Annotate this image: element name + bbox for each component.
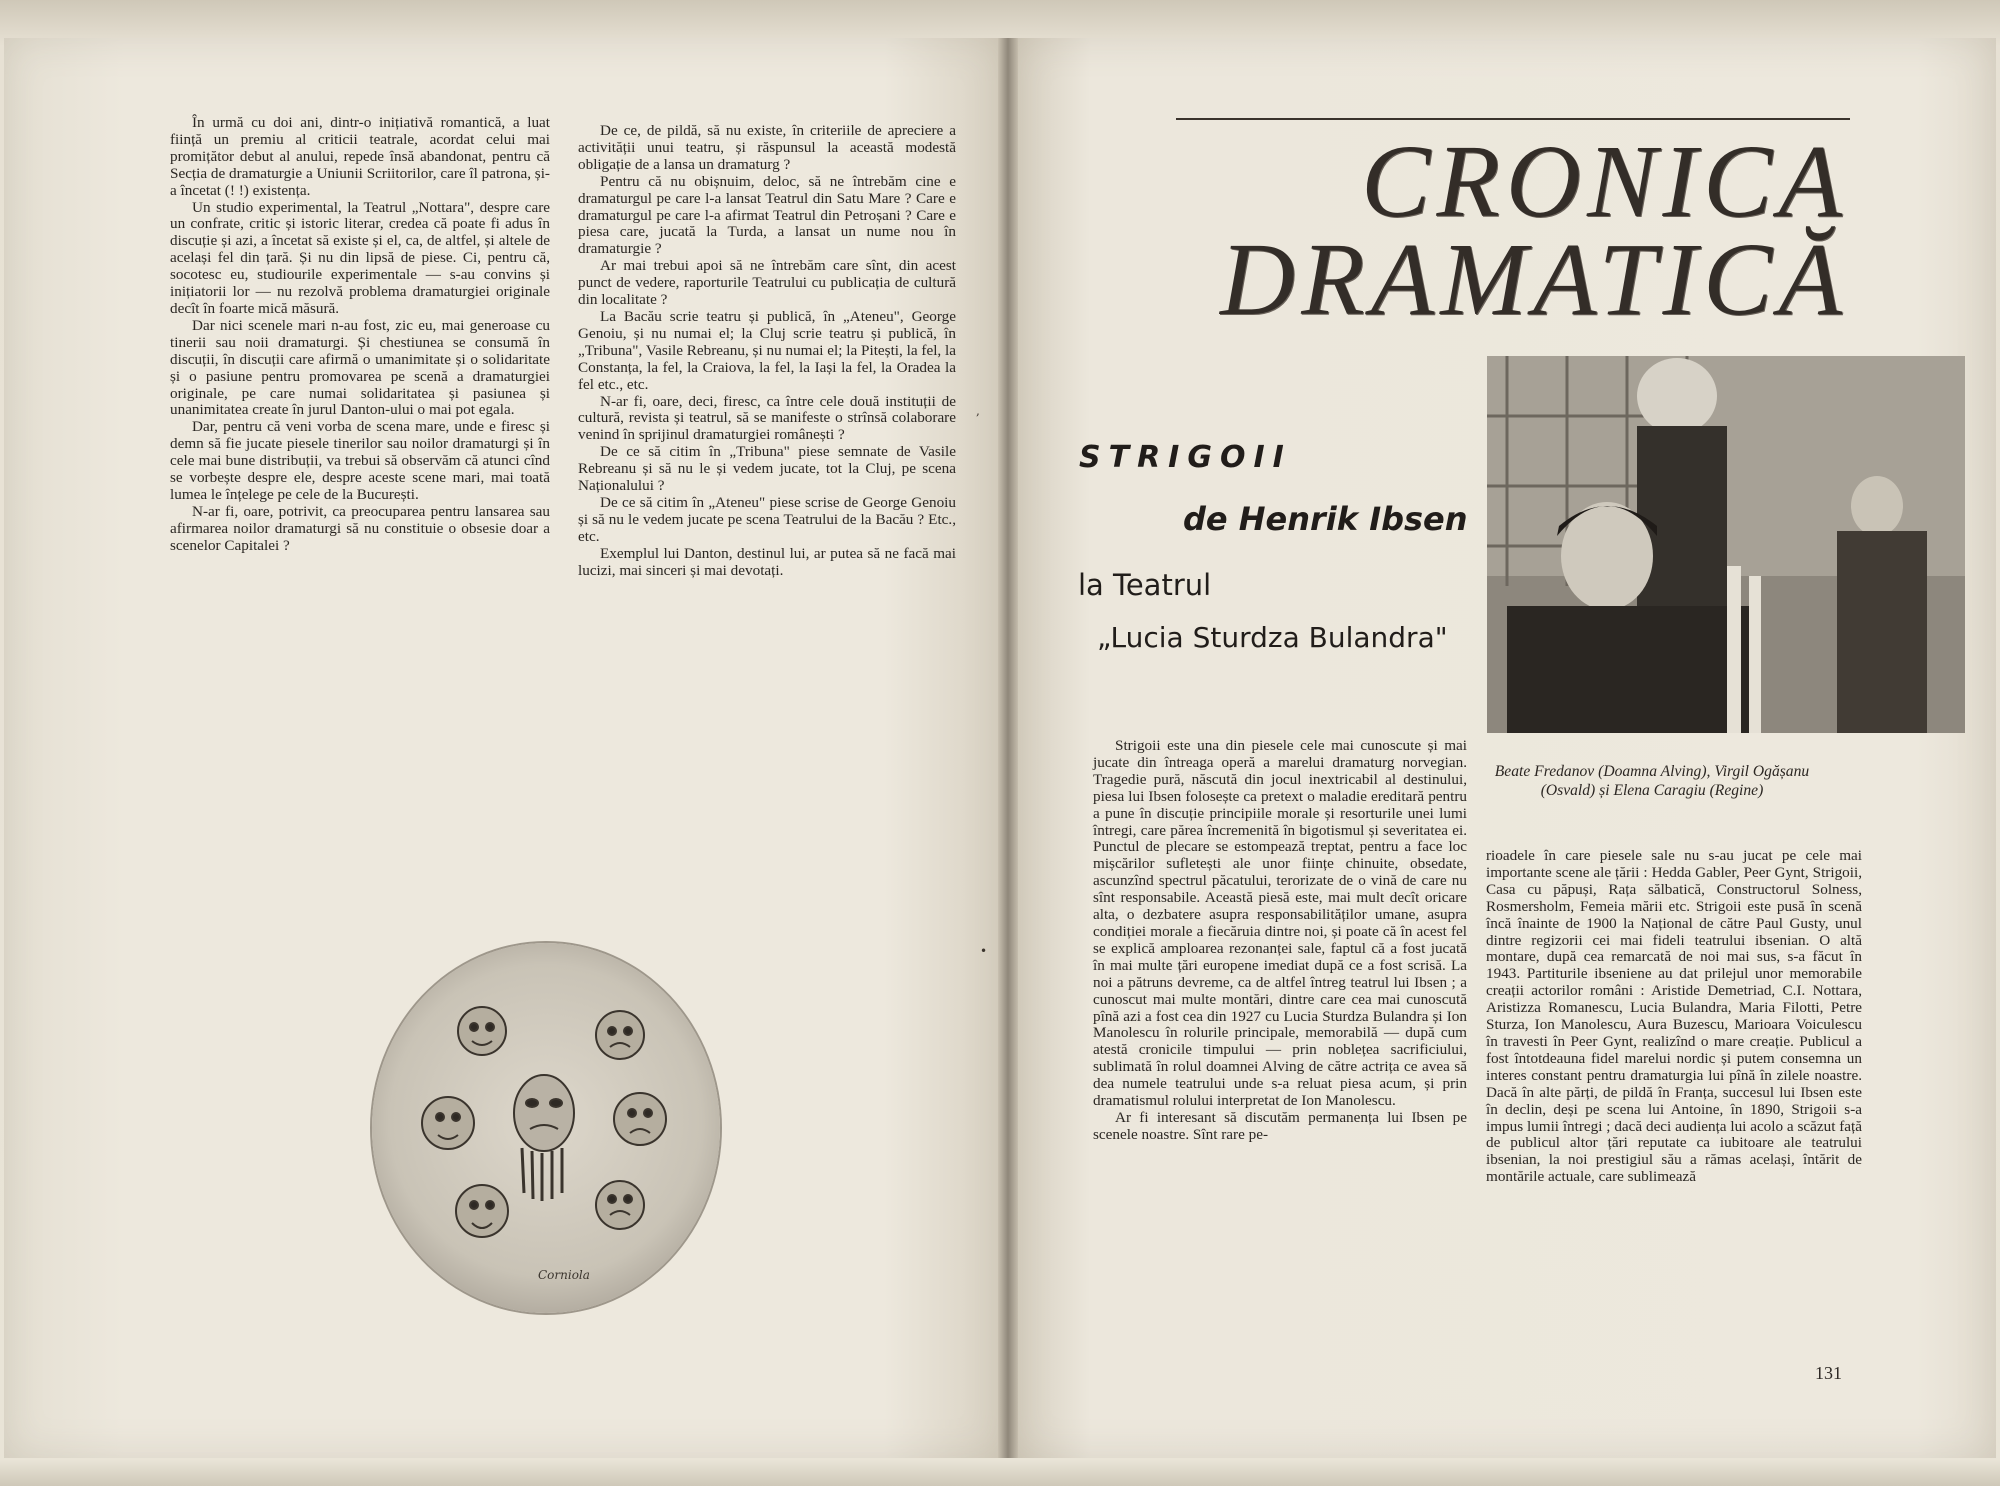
paragraph: Ar fi interesant să discutăm permanența lui Ibsen pe scenele noastre. Sînt rare pe- [1093, 1108, 1467, 1143]
section-title-line-2: DRAMATICĂ [1220, 222, 1848, 337]
illustration-signature: Corniola [538, 1268, 590, 1282]
paragraph: Strigoii este una din piesele cele mai cunoscute și mai jucate din întreaga operă a marelui dramaturg norvegian. Tragedie pură, născută din jocul inextricabil al destinului, piesa lui Ibsen folosește ca pretext o maladie ereditară pentru a pune în discuție principiile morale și resorturile unei lumi întregi, care părea încremenită în bigotismul și severitatea ei. Punctul de plecare se estompează treptat, pentru a face loc mișcărilor sufletești ale unor ființe chinuite, obsedate, ascunzînd spectrul păcatului, terorizate de o vină de care nu sînt responsabile. Această piesă este, mai mult decît oricare alta, o dezbatere asupra responsabilităților umane, asupra condiției morale a fiecăruia dintre noi, și poate că în acest fel se explică amploarea rezonanței sale, faptul că a fost jucată în mai multe țări europene imediat după ce a fost scrisă. La noi a pătruns devreme, ca de altfel întreg teatrul lui Ibsen ; a cunoscut mai multe montări, dintre care cea mai cunoscută pînă azi a fost cea din 1927 cu Lucia Sturdza Bulandra și Ion Manolescu în rolurile principale, memorabilă — după cum atestă cronicile timpului — prin noblețea sacrificiului, sublimată în rolul doamnei Alving de către actrița ce avea să dea numele teatrului unde s-a reluat piesa acum, și prin dramatismul rolului interpretat de Ion Manolescu. [1093, 737, 1467, 1110]
paragraph: Dar nici scenele mari n-au fost, zic eu, mai generoase cu tinerii sau noii dramaturgi. Și chestiunea se consumă în discuții, în discuții care afirmă o umanimitate și o solidaritate și o pasiune pentru promovarea pe scenă a dramaturgiei originale, pe care numai solidaritatea și pasiunea și unanimitatea create în jurul Danton-ului o mai pot egala. [170, 316, 550, 419]
page-number: 131 [1815, 1363, 1842, 1383]
left-column-2 [578, 123, 956, 579]
paragraph: Un studio experimental, la Teatrul „Nottara", despre care un confrate, critic și istoric literar, credea că poate fi adus în discuție și azi, a încetat să existe și el, ca, de altfel, și altele de același fel din țară. Și nu din lipsă de piese. Ci, pentru că, socotesc eu, studiourile experimentale — s-au convins și inițiatorii lor — nu rezolvă problema dramaturgiei originale decît în foarte mică măsură. [170, 198, 550, 317]
paragraph: De ce, de pildă, să nu existe, în criteriile de apreciere a activității unui teatru, și răspunsul la această modestă obligație de a lansa un dramaturg ? [578, 122, 956, 173]
margin-mark: • [980, 944, 988, 958]
paragraph: În urmă cu doi ani, dintr-o inițiativă romantică, a luat ființă un premiu al criticii teatrale, acordat celui mai promițător debut al anului, repede însă abandonat, pentru că Secția de dramaturgie a Uniunii Scriitorilor, care îl patrona, și-a încetat (! !) existența. [170, 114, 550, 199]
header-rule [1176, 118, 1850, 120]
paragraph: Ar mai trebui apoi să ne întrebăm care sînt, din acest punct de vedere, raporturile Teatrului cu publicația de cultură din localitate ? [578, 257, 956, 309]
paragraph: Pentru că nu obișnuim, deloc, să ne întrebăm cine e dramaturgul pe care l-a lansat Teatrul din Satu Mare ? Care e dramaturgul pe care l-a afirmat Teatrul din Petroșani ? Care e piesa care, jucată la Turda, a lansat un nume nou în dramaturgie ? [578, 172, 956, 258]
photo-caption: Beate Fredanov (Doamna Alving), Virgil Ogășanu (Osvald) și Elena Caragiu (Regine) [1494, 763, 1810, 799]
masks-drawing [372, 943, 720, 1313]
paragraph: De ce să citim în „Tribuna" piese semnate de Vasile Rebreanu și să nu le și vedem jucate, tot la Cluj, pe scena Naționalului ? [578, 443, 956, 495]
margin-mark: , [976, 404, 980, 418]
paragraph: La Bacău scrie teatru și publică, în „Ateneu", George Genoiu, și nu numai el; la Cluj scrie teatru și publică, în „Tribuna", Vasile Rebreanu, și nu numai el; la Pitești, la fel, la Constanța, la fel, la Craiova, la fel, la Iași la fel, la Oradea la fel etc., etc. [578, 307, 956, 393]
paragraph: De ce să citim în „Ateneu" piese scrise de George Genoiu și să nu le vedem jucate pe scena Teatrului de la Bacău ? Etc., etc. [578, 493, 956, 545]
paragraph: Dar, pentru că veni vorba de scena mare, unde e firesc și demn să fie jucate piesele tinerilor sau noilor dramaturgi și în cele mai bune distribuții, va trebui să observăm că atunci cînd se vorbește despre ele, despre aceste scene mari, mai toată lumea le înțelege pe cele de la București. [170, 418, 550, 503]
theatre-masks-plate-illustration [372, 943, 720, 1313]
paragraph: N-ar fi, oare, potrivit, ca preocuparea pentru lansarea sau afirmarea noilor dramaturgi să nu constituie o obsesie doar a scenelor Capitalei ? [170, 502, 550, 554]
right-column-1 [1093, 738, 1467, 1144]
paragraph: Exemplul lui Danton, destinul lui, ar putea să ne facă mai lucizi, mai sinceri și mai devotați. [578, 544, 956, 579]
right-column-2 [1486, 848, 1862, 1186]
section-title-line-1: CRONICA [1361, 124, 1848, 239]
paragraph: N-ar fi, oare, deci, firesc, ca între cele două instituții de cultură, revista și teatrul, să se manifeste o strînsă colaborare venind în sprijinul dramaturgiei românești ? [578, 392, 956, 444]
photo-image [1487, 356, 1965, 733]
author-line: de Henrik Ibsen [1183, 500, 1468, 538]
production-photo [1487, 356, 1965, 733]
paragraph: rioadele în care piesele sale nu s-au jucat pe cele mai importante scene ale țării : Hedda Gabler, Peer Gynt, Strigoii, Casa cu păpuși, Rața sălbatică, Constructorul Solness, Rosmersholm, Femeia mării etc. Strigoii este pusă în scenă încă înainte de 1900 la Național de către Paul Gusty, unul dintre regizorii cei mai fideli teatrului ibsenian. O altă montare, după cea remarcată de noi mai sus, s-a făcut în 1943. Partiturile ibseniene au dat prilejul unor memorabile creații actorilor români : Aristide Demetriad, C.I. Nottara, Aristizza Romanescu, Lucia Bulandra, Maria Filotti, Petre Sturza, Ion Manolescu, Aura Buzescu, Marioara Voiculescu în travesti în Peer Gynt, realizînd o mare creație. Publicul a fost întotdeauna fidel marelui nordic și putem consemna un interes constant pentru dramaturgia lui pînă în zilele noastre. Dacă în alte părți, de pildă în Franța, succesul lui Ibsen este în declin, deși pe scena lui Antoine, în 1890, Strigoii s-a impus lumii întregi ; dacă deci audiența lui acolo a scăzut față de publicul altor țări reputate ca iubitoare ale teatrului ibsenian, la noi prestigiul său a rămas același, întărit de montările actuale, care sublimează [1486, 847, 1862, 1186]
play-title: STRIGOII [1079, 440, 1292, 475]
theatre-line-2: „Lucia Sturdza Bulandra" [1097, 621, 1448, 654]
left-column-1 [170, 115, 550, 555]
theatre-line-1: la Teatrul [1078, 568, 1212, 602]
book-gutter [998, 38, 1018, 1458]
